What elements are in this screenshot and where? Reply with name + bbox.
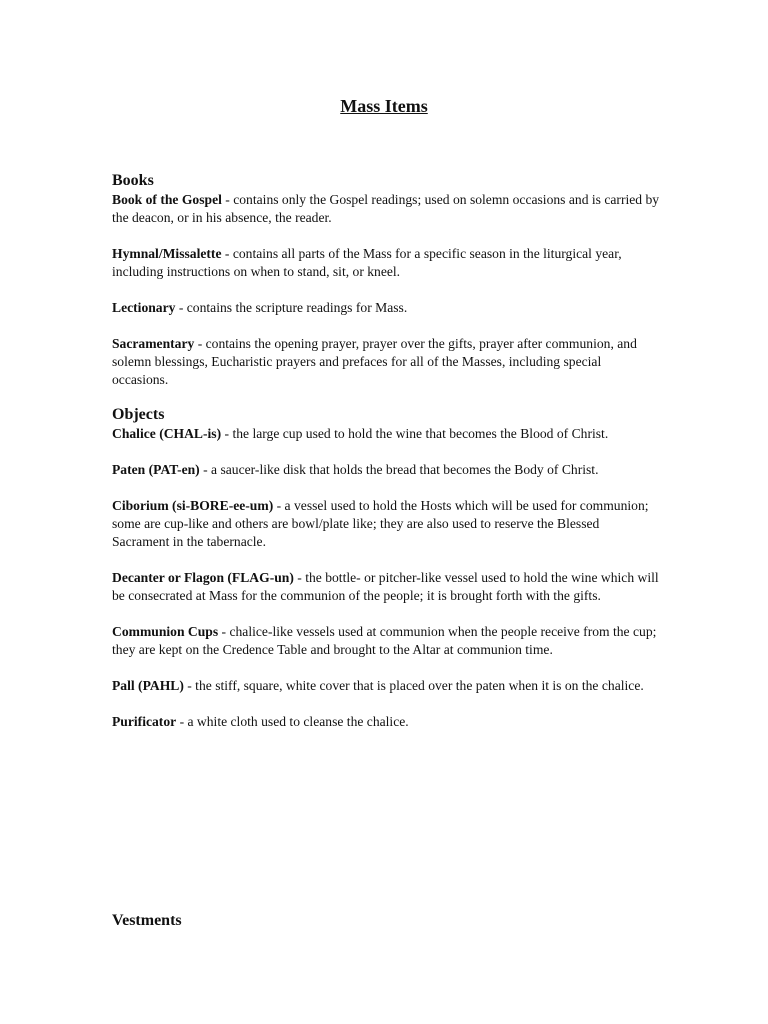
- entry-term: Ciborium (si-BORE-ee-um): [112, 498, 274, 513]
- entry-definition: - the bottle- or pitcher-like vessel used to hold the wine which will be consecrated at Mass for the communion of the people; it is brought forth with the gifts.: [112, 570, 659, 603]
- entry-term: Purificator: [112, 714, 177, 729]
- entry-decanter-flagon: [112, 569, 660, 605]
- entry-purificator: [112, 713, 660, 731]
- entry-hymnal-missalette: [112, 245, 660, 281]
- entry-term: Sacramentary: [112, 336, 195, 351]
- entry-book-of-the-gospel: [112, 191, 660, 227]
- page-title: Mass Items: [340, 96, 428, 116]
- entry-term: Hymnal/Missalette: [112, 246, 222, 261]
- entry-communion-cups: [112, 623, 660, 659]
- section-heading-vestments: Vestments: [112, 912, 182, 929]
- entry-definition: - a white cloth used to cleanse the chalice.: [176, 714, 409, 729]
- entry-term: Paten (PAT-en): [112, 462, 200, 477]
- document-body: [112, 171, 660, 749]
- section-heading-books: Books: [112, 172, 154, 189]
- entry-lectionary: [112, 299, 660, 317]
- entry-definition: - a vessel used to hold the Hosts which will be used for communion; some are cup-like and others are bowl/plate like; they are also used to reserve the Blessed Sacrament in the tabernacle.: [112, 498, 649, 549]
- entry-definition: - contains the opening prayer, prayer over the gifts, prayer after communion, and solemn blessings, Eucharistic prayers and prefaces for all of the Masses, including special occasions.: [112, 336, 637, 387]
- entry-term: Chalice (CHAL-is): [112, 426, 222, 441]
- entry-definition: - a saucer-like disk that holds the bread that becomes the Body of Christ.: [199, 462, 599, 477]
- section-heading-objects: Objects: [112, 406, 165, 423]
- entry-pall: [112, 677, 660, 695]
- entry-term: Communion Cups: [112, 624, 219, 639]
- section-objects: [112, 405, 660, 731]
- entry-definition: - chalice-like vessels used at communion when the people receive from the cup; they are kept on the Credence Table and brought to the Altar at communion time.: [112, 624, 657, 657]
- entry-definition: - contains the scripture readings for Mass.: [175, 300, 408, 315]
- entry-paten: [112, 461, 660, 479]
- entry-definition: - the large cup used to hold the wine that becomes the Blood of Christ.: [221, 426, 609, 441]
- entry-sacramentary: [112, 335, 660, 389]
- entry-term: Pall (PAHL): [112, 678, 184, 693]
- section-books: [112, 171, 660, 389]
- entry-chalice: [112, 425, 660, 443]
- entry-term: Book of the Gospel: [112, 192, 222, 207]
- entry-term: Lectionary: [112, 300, 176, 315]
- entry-definition: - contains only the Gospel readings; used on solemn occasions and is carried by the deacon, or in his absence, the reader.: [112, 192, 660, 225]
- entry-definition: - contains all parts of the Mass for a specific season in the liturgical year, including instructions on when to stand, sit, or kneel.: [112, 246, 622, 279]
- entry-definition: - the stiff, square, white cover that is placed over the paten when it is on the chalice.: [183, 678, 644, 693]
- entry-term: Decanter or Flagon (FLAG-un): [112, 570, 294, 585]
- entry-ciborium: [112, 497, 660, 551]
